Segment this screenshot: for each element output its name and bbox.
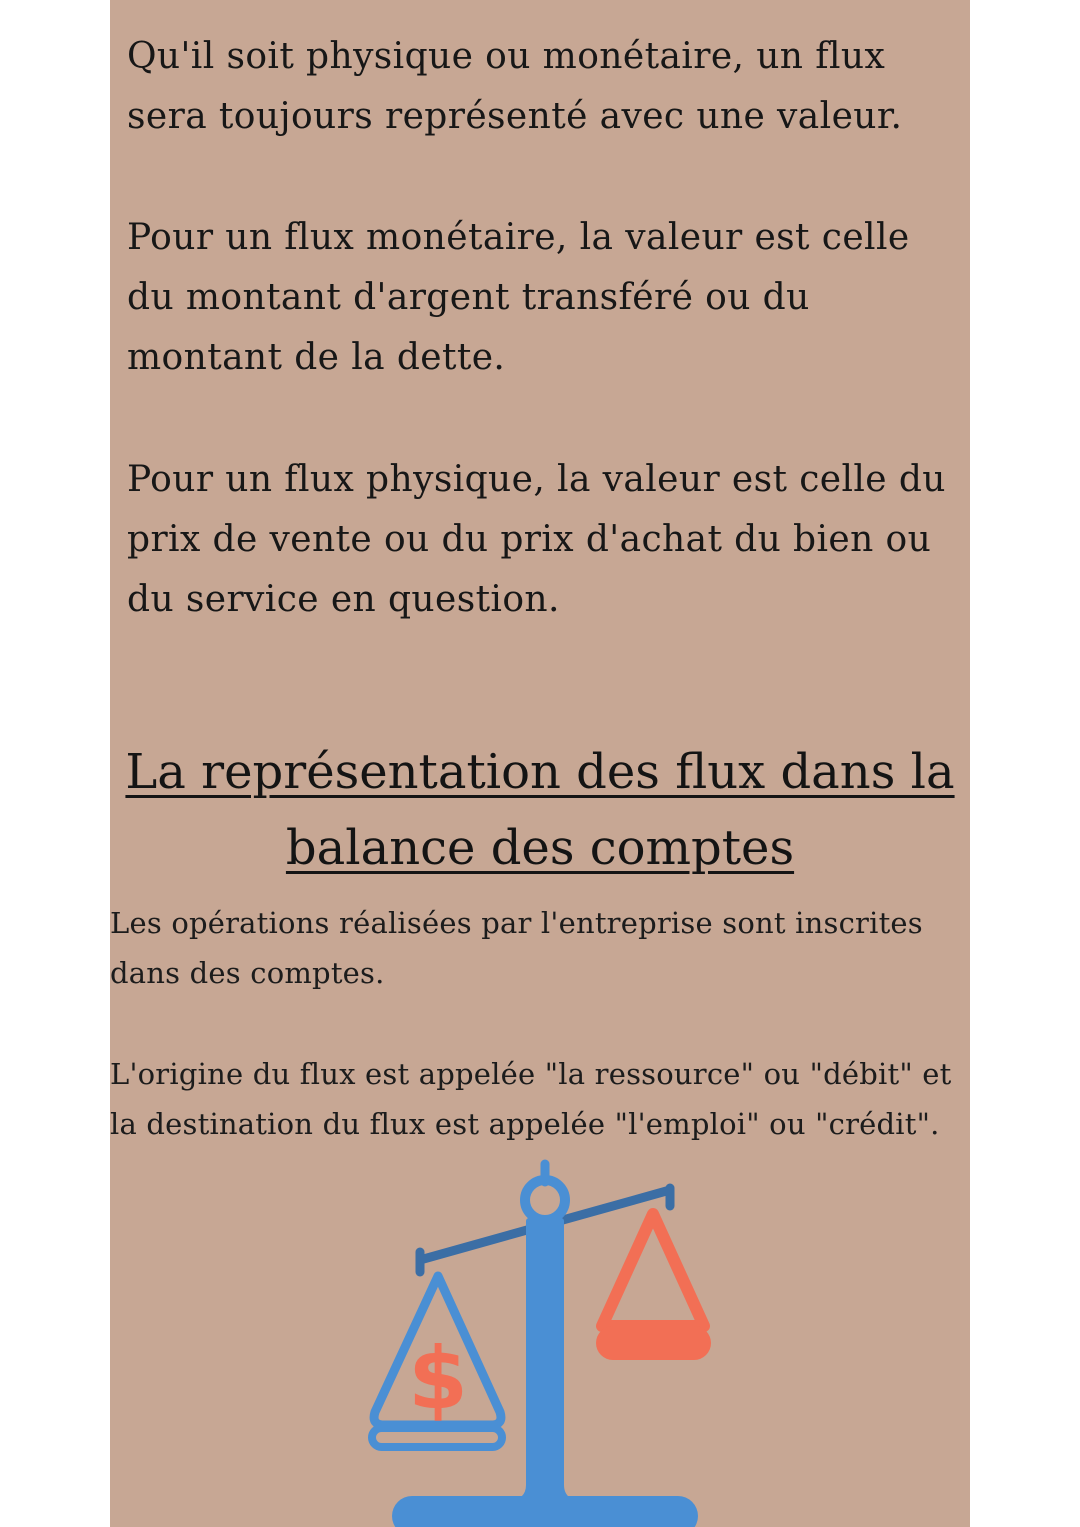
document-page [110,0,970,1527]
right-pan-bowl [596,1326,711,1360]
left-pan-bowl [372,1428,502,1447]
paragraph-flux-physique: Pour un flux physique, la valeur est celle du prix de vente ou du prix d'achat du bien ou du service en question. [127,459,946,620]
dollar-icon: $ [408,1329,468,1429]
paragraph-operations: Les opérations réalisées par l'entreprise sont inscrites dans des comptes. [110,906,923,990]
scale-pillar [526,1218,564,1503]
section-heading: La représentation des flux dans la balance des comptes [125,744,955,876]
scale-base [392,1496,698,1527]
balance-scale-icon [110,1150,970,1527]
paragraph-flux-valeur: Qu'il soit physique ou monétaire, un flux sera toujours représenté avec une valeur. [127,36,903,137]
right-pan [602,1214,704,1326]
paragraph-origine-destination: L'origine du flux est appelée "la ressource" ou "débit" et la destination du flux est appelée "l'emploi" ou "crédit". [110,1057,952,1141]
paragraph-flux-monetaire: Pour un flux monétaire, la valeur est celle du montant d'argent transféré ou du montant de la dette. [127,217,910,378]
